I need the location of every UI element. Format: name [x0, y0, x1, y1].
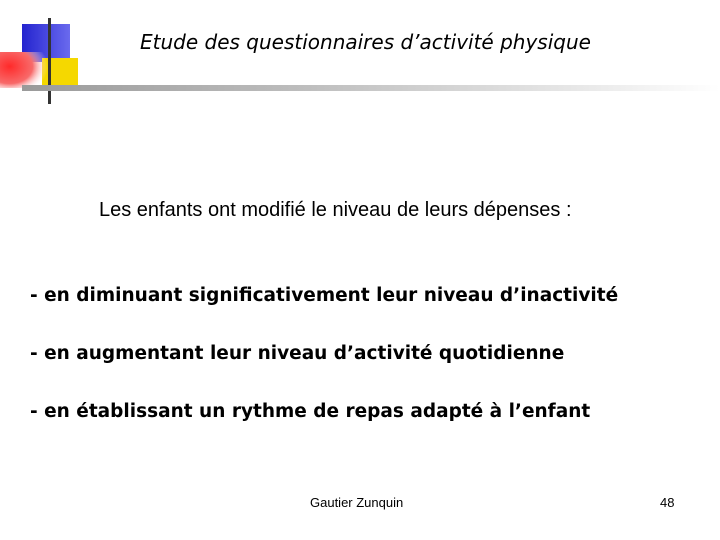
slide-title: Etude des questionnaires d’activité physique	[140, 30, 591, 54]
decorative-squares-logo	[0, 0, 110, 110]
vertical-line	[48, 18, 51, 104]
bullet-item: - en établissant un rythme de repas adapté à l’enfant	[30, 401, 591, 422]
intro-text: Les enfants ont modifié le niveau de leurs dépenses :	[99, 199, 572, 221]
red-square	[0, 52, 48, 88]
page-number: 48	[660, 495, 675, 510]
bullet-item: - en augmentant leur niveau d’activité quotidienne	[30, 343, 565, 364]
footer-author: Gautier Zunquin	[310, 495, 404, 510]
title-divider	[22, 85, 720, 91]
bullet-item: - en diminuant significativement leur niveau d’inactivité	[30, 285, 619, 306]
bullet-list	[30, 284, 618, 458]
